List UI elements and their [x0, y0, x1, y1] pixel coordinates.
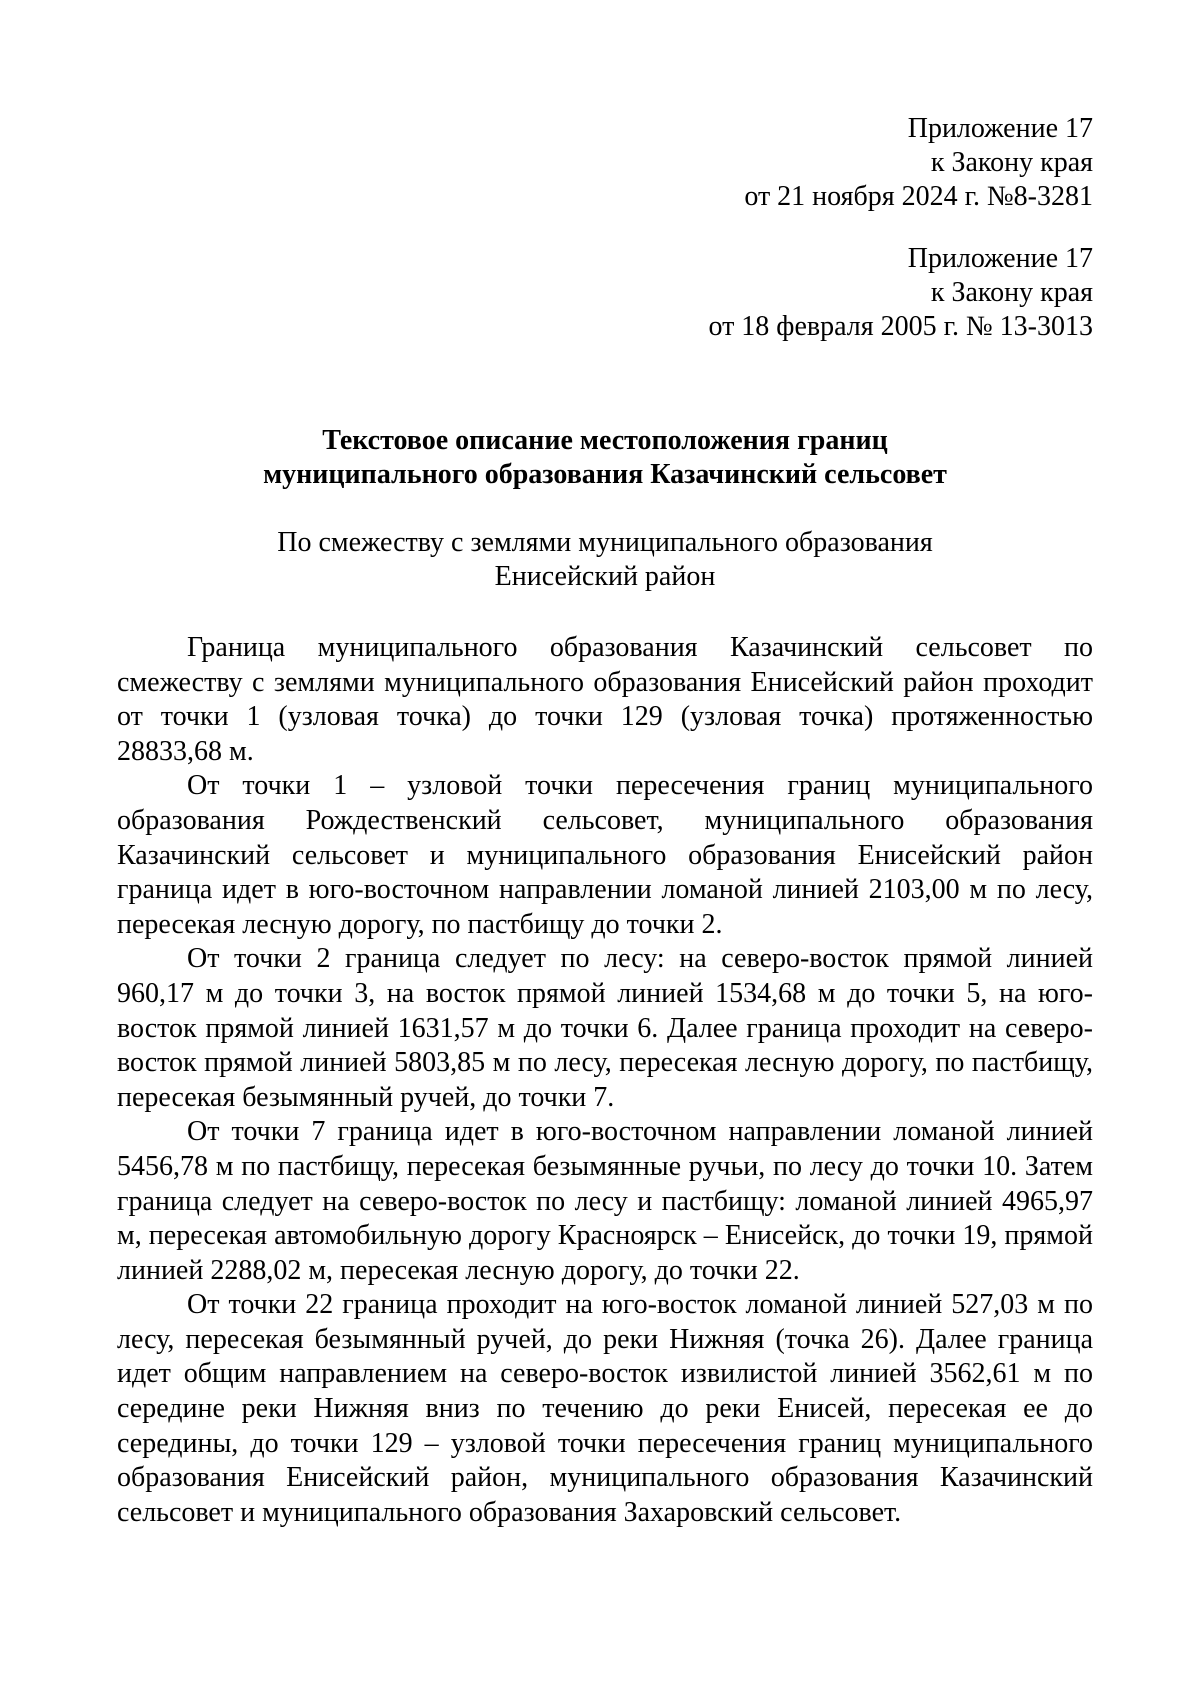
section-subtitle [117, 526, 1093, 594]
appendix-law-ref: к Закону края [930, 277, 1093, 308]
appendix-number: Приложение 17 [907, 113, 1093, 144]
paragraph: От точки 1 – узловой точки пересечения границ муниципального образования Рождественский сельсовет, муниципального образования Казачинский сельсовет и муниципального образования Енисейский район граница идет в юго-восточном направлении ломаной линией 2103,00 м по лесу, пересекая лесную дорогу, по пастбищу до точки 2. [117, 770, 1093, 940]
paragraph: Граница муниципального образования Казачинский сельсовет по смежеству с землями муниципального образования Енисейский район проходит от точки 1 (узловая точка) до точки 129 (узловая точка) протяженностью 28833,68 м. [117, 632, 1093, 767]
spacer [117, 214, 1093, 242]
appendix-header-old [117, 242, 1093, 344]
appendix-header-new [117, 112, 1093, 214]
paragraph: От точки 2 граница следует по лесу: на северо-восток прямой линией 960,17 м до точки 3, на восток прямой линией 1534,68 м до точки 5, на юго-восток прямой линией 1631,57 м до точки 6. Далее граница проходит на северо-восток прямой линией 5803,85 м по лесу, пересекая лесную дорогу, по пастбищу, пересекая безымянный ручей, до точки 7. [117, 943, 1093, 1113]
paragraph: От точки 7 граница идет в юго-восточном направлении ломаной линией 5456,78 м по пастбищу, пересекая безымянные ручьи, по лесу до точки 10. Затем граница следует на северо-восток по лесу и пастбищу: ломаной линией 4965,97 м, пересекая автомобильную дорогу Красноярск – Енисейск, до точки 19, прямой линией 2288,02 м, пересекая лесную дорогу, до точки 22. [117, 1116, 1093, 1286]
appendix-law-date: от 21 ноября 2024 г. №8-3281 [744, 181, 1093, 212]
paragraph: От точки 22 граница проходит на юго-восток ломаной линией 527,03 м по лесу, пересекая безымянный ручей, до реки Нижняя (точка 26). Далее граница идет общим направлением на северо-восток извилистой линией 3562,61 м по середине реки Нижняя вниз по течению до реки Енисей, пересекая ее до середины, до точки 129 – узловой точки пересечения границ муниципального образования Енисейский район, муниципального образования Казачинский сельсовет и муниципального образования Захаровский сельсовет. [117, 1289, 1093, 1528]
body-text [117, 631, 1093, 1530]
appendix-law-date: от 18 февраля 2005 г. № 13-3013 [708, 311, 1093, 342]
appendix-number: Приложение 17 [907, 243, 1093, 274]
document-title [117, 424, 1093, 492]
document-content [117, 112, 1093, 1530]
subtitle-line: По смежеству с землями муниципального образования [277, 527, 933, 558]
subtitle-line: Енисейский район [494, 561, 716, 592]
appendix-law-ref: к Закону края [930, 147, 1093, 178]
title-line: Текстовое описание местоположения границ [322, 425, 888, 456]
title-line: муниципального образования Казачинский сельсовет [263, 459, 947, 490]
